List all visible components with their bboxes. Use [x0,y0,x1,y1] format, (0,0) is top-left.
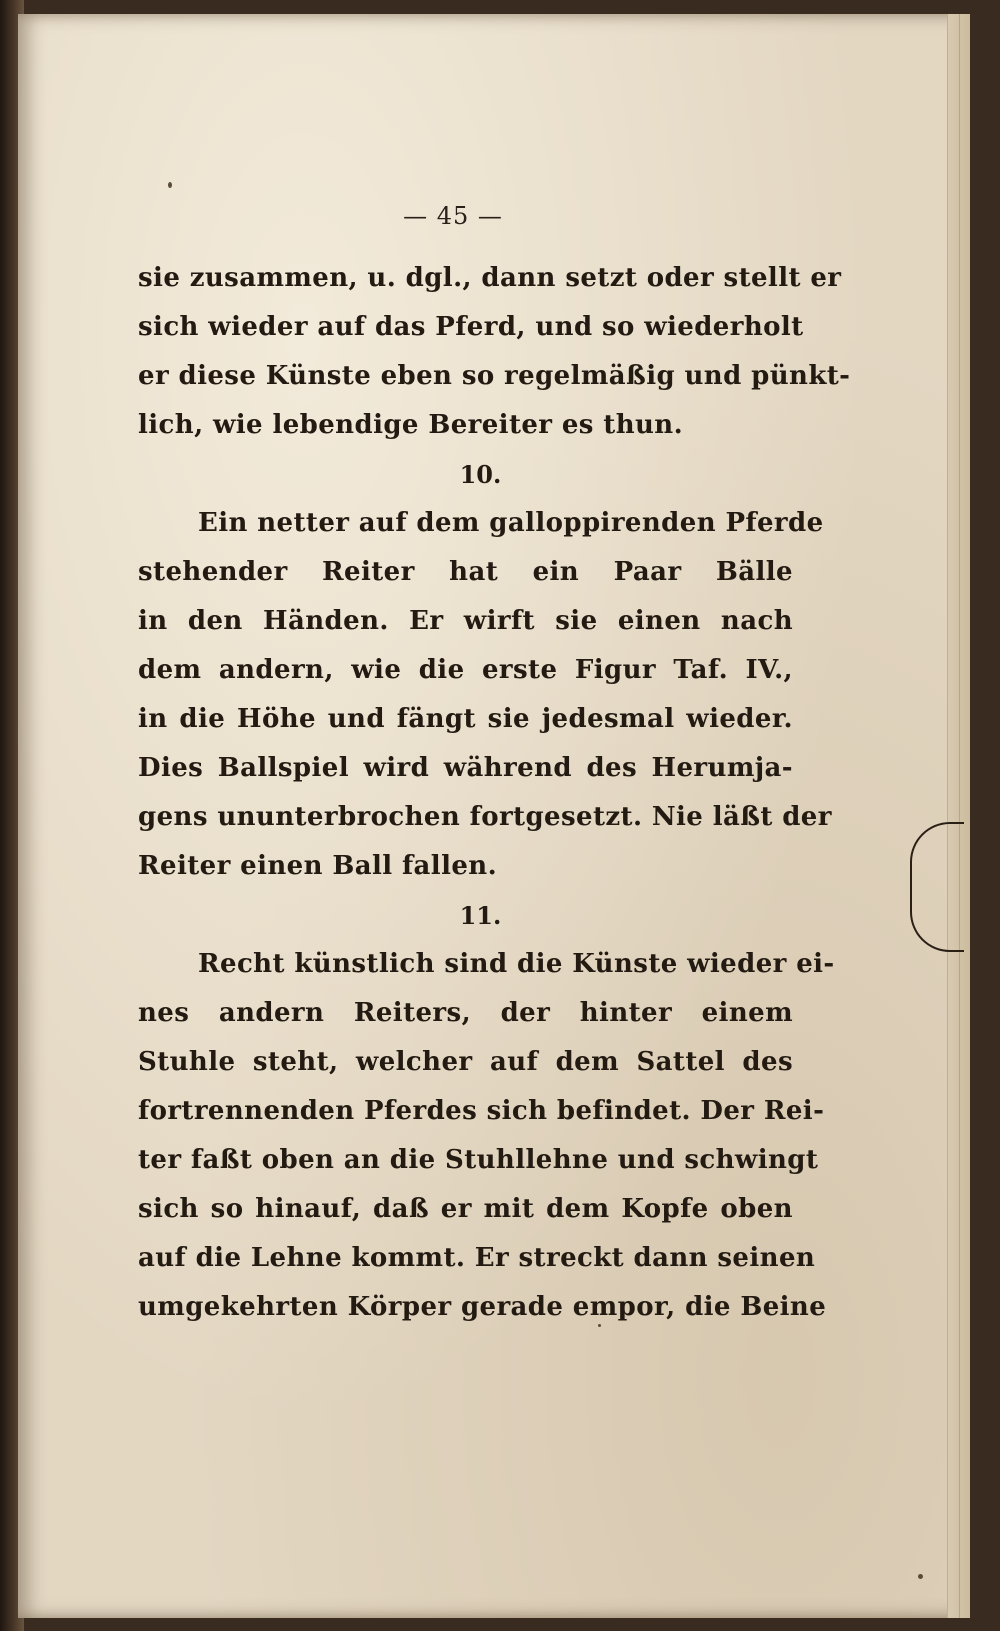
section-number-11: 11. [459,901,502,930]
text-line: sie zusammen, u. dgl., dann setzt oder stellt er [138,263,842,293]
text-line: nes andern Reiters, der hinter einem [138,998,793,1028]
text-line: er diese Künste eben so regelmäßig und pünkt- [138,361,851,391]
text-line: lich, wie lebendige Bereiter es thun. [138,410,684,440]
text-line: Reiter einen Ball fallen. [138,851,498,881]
text-line: ter faßt oben an die Stuhllehne und schwingt [138,1145,819,1175]
text-line: stehender Reiter hat ein Paar Bälle [138,557,793,587]
page-tab-mark [910,822,964,952]
text-line: Ein netter auf dem galloppirenden Pferde [198,508,824,538]
text-line: Dies Ballspiel wird während des Herumja- [138,753,793,783]
text-line: Recht künstlich sind die Künste wieder ei- [198,949,835,979]
section-number-10: 10. [459,460,502,489]
text-line: sich so hinauf, daß er mit dem Kopfe oben [138,1194,793,1224]
paper-speck [168,182,172,188]
page-body-text [138,254,851,1332]
page-number: — 45 — [403,202,503,230]
text-line: gens ununterbrochen fortgesetzt. Nie läßt der [138,802,832,832]
text-line: in die Höhe und fängt sie jedesmal wieder. [138,704,793,734]
page-edge-line [959,14,960,1618]
text-line: in den Händen. Er wirft sie einen nach [138,606,793,636]
text-line: sich wieder auf das Pferd, und so wiederholt [138,312,804,342]
paper-speck [918,1574,923,1579]
text-line: Stuhle steht, welcher auf dem Sattel des [138,1047,793,1077]
text-line: dem andern, wie die erste Figur Taf. IV., [138,655,793,685]
text-line: fortrennenden Pferdes sich befindet. Der Rei- [138,1096,825,1126]
book-page [18,14,970,1618]
text-line: umgekehrten Körper gerade empor, die Beine [138,1292,827,1322]
text-line: auf die Lehne kommt. Er streckt dann seinen [138,1243,816,1273]
